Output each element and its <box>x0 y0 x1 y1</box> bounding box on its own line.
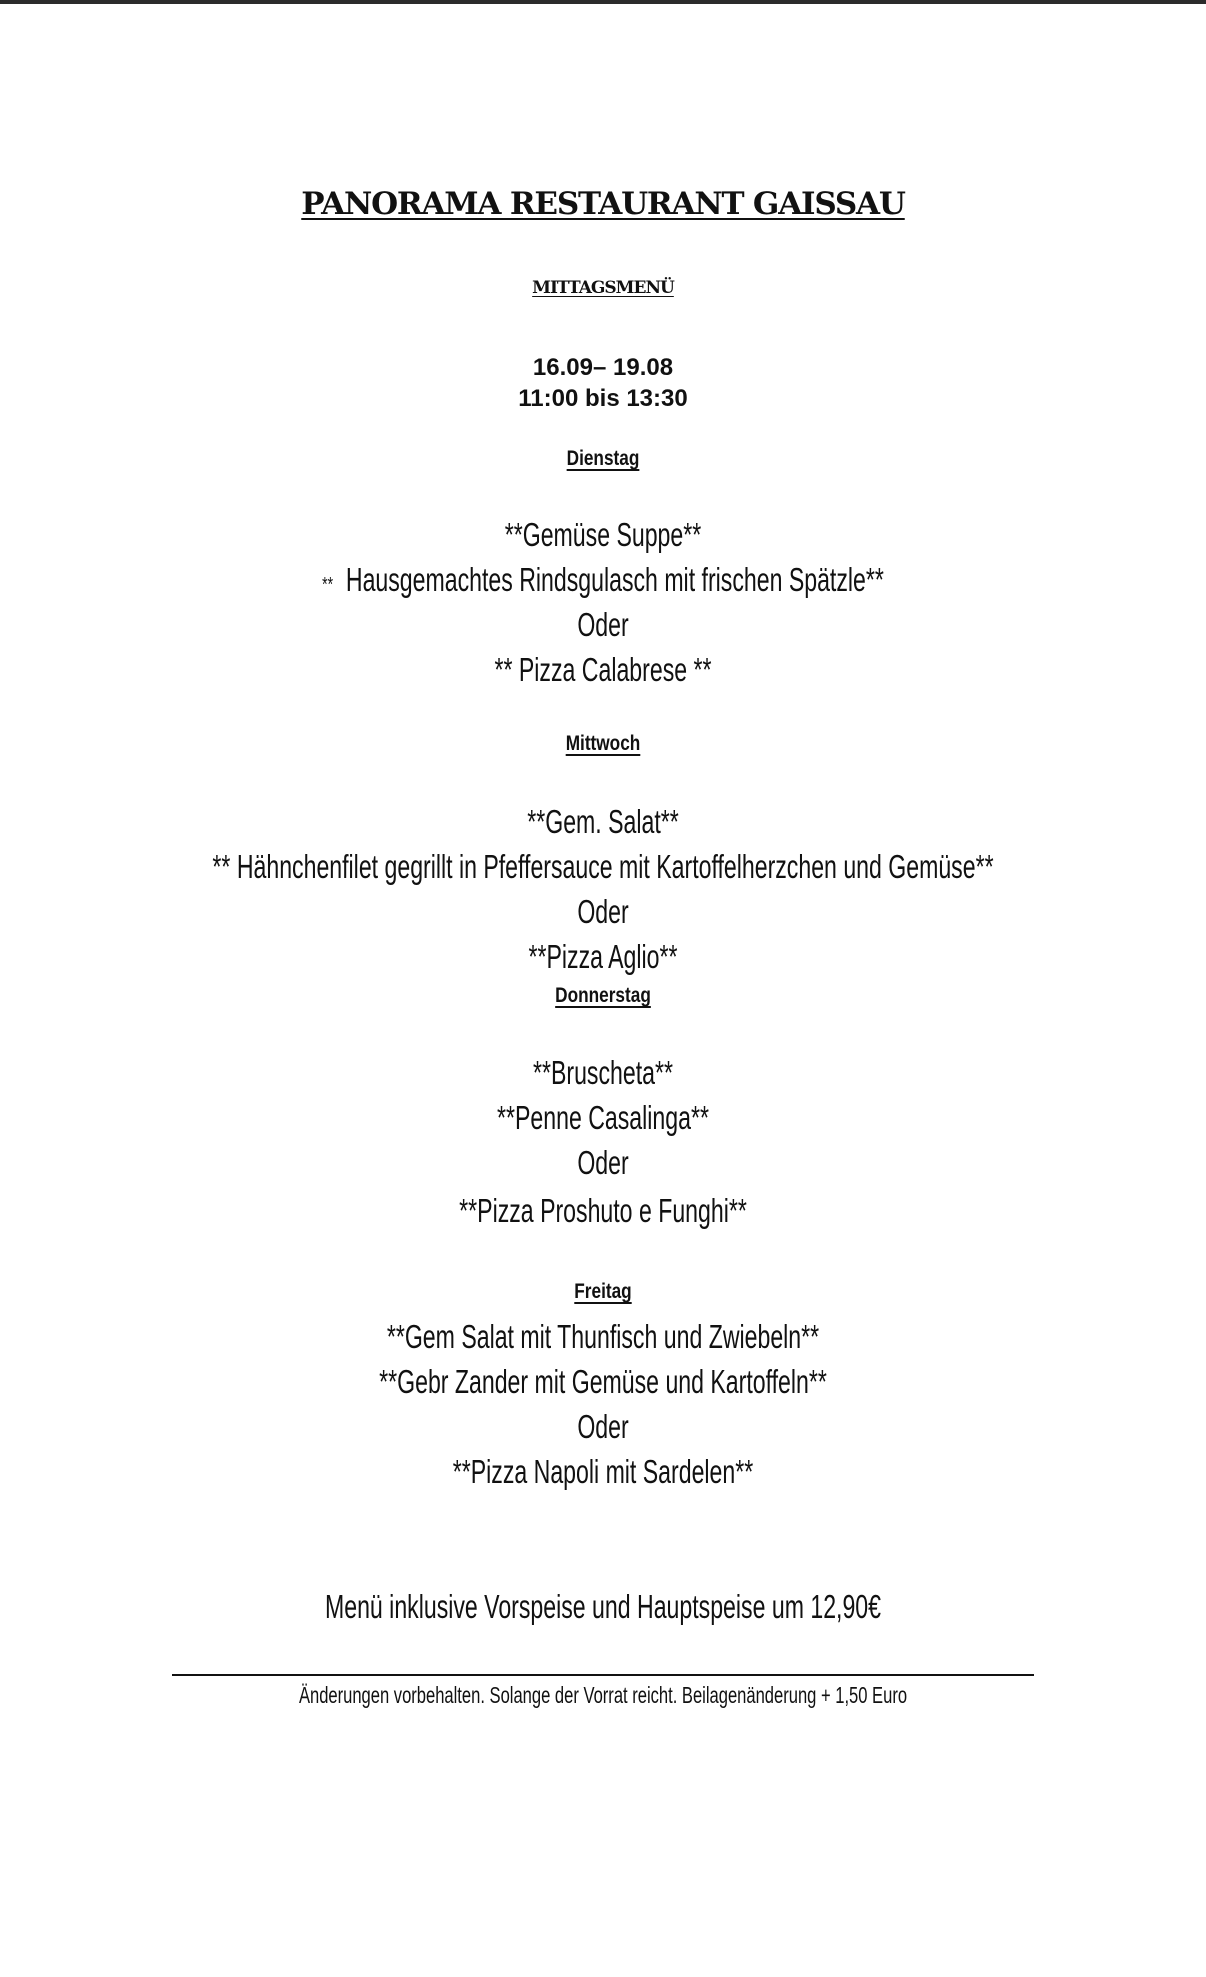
date-range: 16.09– 19.08 <box>532 354 674 381</box>
menu-line-text: Hausgemachtes Rindsgulasch mit frischen Spätzle** <box>345 561 884 598</box>
menu-line: Oder <box>577 1408 629 1445</box>
menu-line: Oder <box>577 1144 629 1181</box>
menu-line: Oder <box>577 606 629 643</box>
menu-line: **Penne Casalinga** <box>497 1099 709 1136</box>
divider-line <box>172 1674 1034 1676</box>
day-items-mittwoch <box>181 799 1025 979</box>
menu-line: ** Pizza Calabrese ** <box>494 651 712 688</box>
menu-line: **Bruscheta** <box>533 1054 673 1091</box>
day-heading-dienstag: Dienstag <box>566 447 640 470</box>
menu-line: **Gem. Salat** <box>527 803 679 840</box>
time-range: 11:00 bis 13:30 <box>518 385 688 412</box>
menu-line: **Gem Salat mit Thunfisch und Zwiebeln** <box>386 1318 820 1355</box>
day-heading-donnerstag: Donnerstag <box>555 984 651 1007</box>
menu-line-prefix: ** <box>322 574 334 596</box>
menu-subtitle: MITTAGSMENÜ <box>532 278 674 298</box>
day-items-donnerstag <box>181 1050 1025 1233</box>
date-time-block <box>0 352 1206 414</box>
day-heading-mittwoch: Mittwoch <box>565 732 641 755</box>
menu-line: Oder <box>577 893 629 930</box>
price-line: Menü inklusive Vorspeise und Hauptspeise um 12,90€ <box>324 1588 882 1625</box>
day-items-freitag <box>181 1314 1025 1494</box>
menu-line: ** Hähnchenfilet gegrillt in Pfeffersauce mit Kartoffelherzchen und Gemüse** <box>212 848 994 885</box>
menu-line <box>181 557 1025 602</box>
menu-line: **Pizza Aglio** <box>528 938 678 975</box>
menu-line: **Pizza Napoli mit Sardelen** <box>452 1453 754 1490</box>
menu-line: **Gemüse Suppe** <box>504 516 702 553</box>
day-items-dienstag <box>181 512 1025 692</box>
restaurant-title: PANORAMA RESTAURANT GAISSAU <box>301 186 905 222</box>
footer-note: Änderungen vorbehalten. Solange der Vorrat reicht. Beilagenänderung + 1,50 Euro <box>298 1682 908 1708</box>
day-heading-freitag: Freitag <box>574 1280 632 1303</box>
menu-line: **Gebr Zander mit Gemüse und Kartoffeln** <box>379 1363 827 1400</box>
menu-line: **Pizza Proshuto e Funghi** <box>459 1192 747 1229</box>
